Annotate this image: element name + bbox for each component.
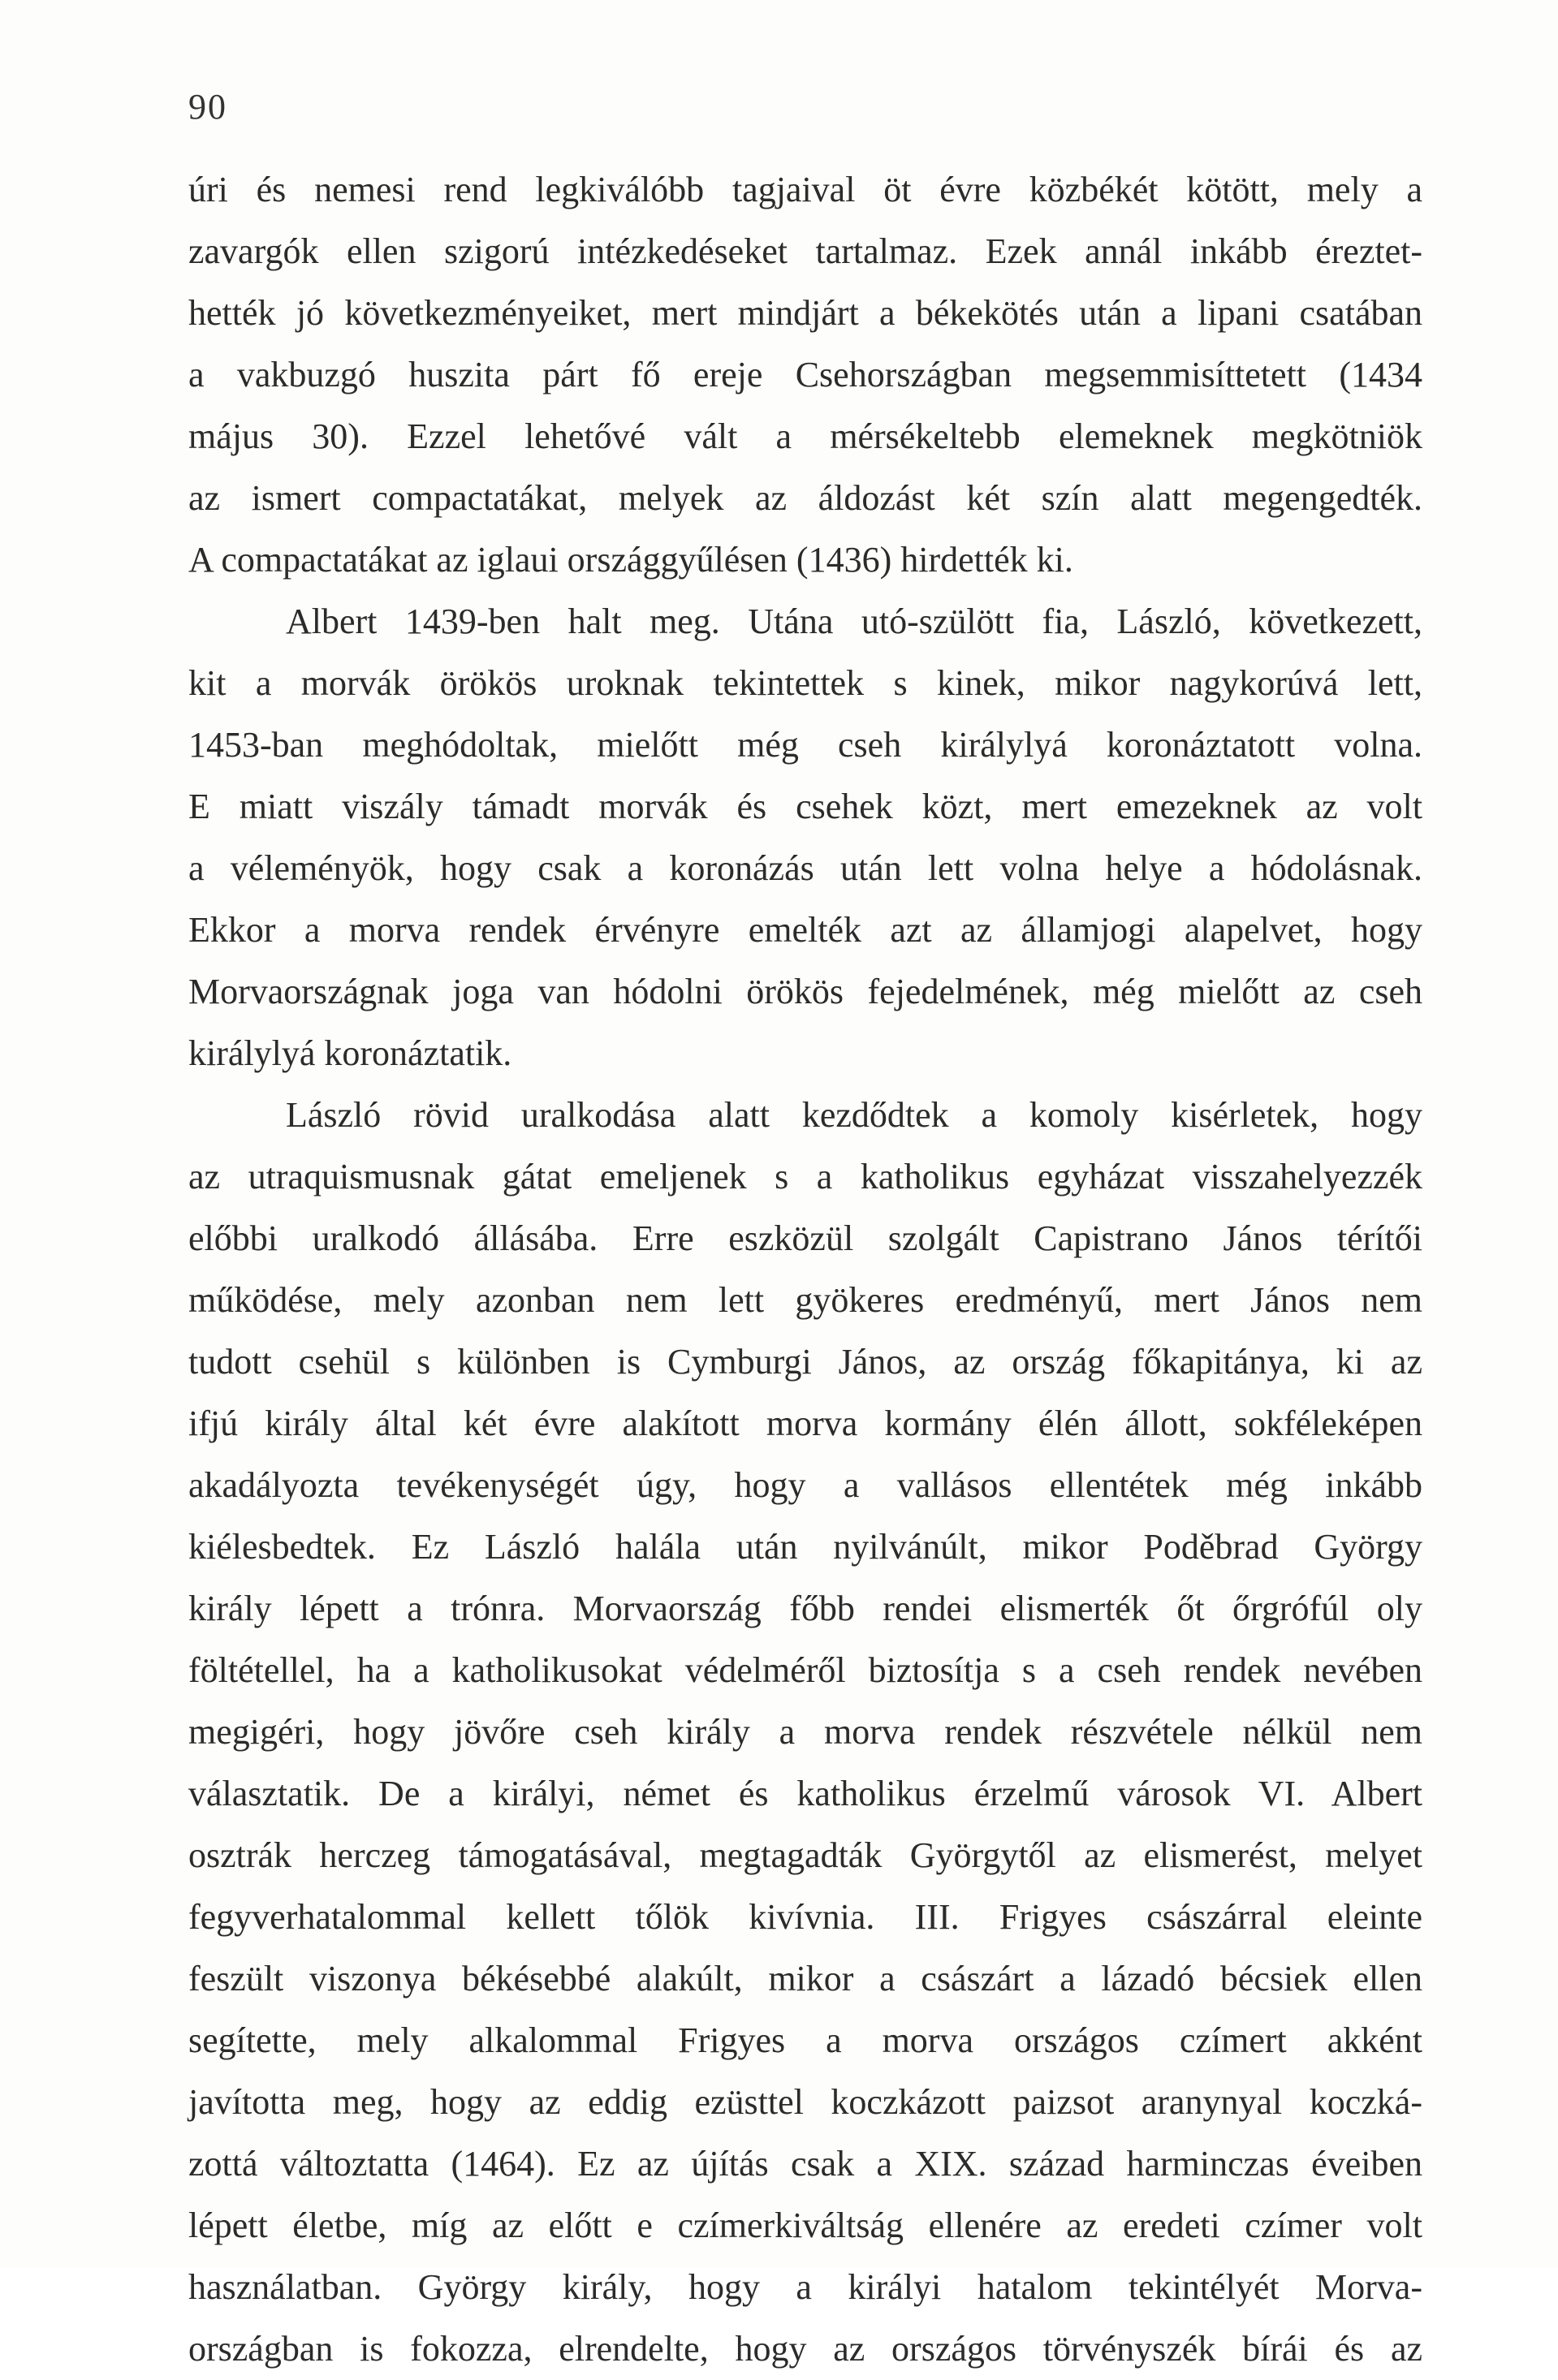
body-text: [188, 159, 1422, 2380]
text-line: fegyverhatalommal kellett tőlök kivívnia. III. Frigyes császárral eleinte: [188, 1897, 1422, 1937]
text-line: zavargók ellen szigorú intézkedéseket tartalmaz. Ezek annál inkább éreztet-: [188, 231, 1422, 271]
text-line: zottá változtatta (1464). Ez az újítás csak a XIX. század harminczas éveiben: [188, 2144, 1422, 2184]
text-line: használatban. György király, hogy a királyi hatalom tekintélyét Morva-: [188, 2267, 1422, 2307]
text-line: országban is fokozza, elrendelte, hogy az országos törvényszék bírái és az: [188, 2329, 1422, 2369]
text-line: Morvaországnak joga van hódolni örökös fejedelmének, még mielőtt az cseh: [188, 972, 1422, 1011]
text-line: E miatt viszály támadt morvák és csehek közt, mert emezeknek az volt: [188, 787, 1422, 826]
text-line: A compactatákat az iglaui országgyűlésen (1436) hirdették ki.: [188, 540, 1073, 580]
text-line: választatik. De a királyi, német és katholikus érzelmű városok VI. Albert: [188, 1774, 1422, 1813]
text-line: kiélesbedtek. Ez László halála után nyilvánúlt, mikor Poděbrad György: [188, 1527, 1422, 1567]
text-line: a véleményök, hogy csak a koronázás után lett volna helye a hódolásnak.: [188, 848, 1422, 888]
text-line: osztrák herczeg támogatásával, megtagadták Györgytől az elismerést, melyet: [188, 1835, 1422, 1875]
text-line: lépett életbe, míg az előtt e czímerkiváltság ellenére az eredeti czímer volt: [188, 2205, 1422, 2245]
text-line: az utraquismusnak gátat emeljenek s a katholikus egyházat visszahelyezzék: [188, 1157, 1422, 1196]
text-line: akadályozta tevékenységét úgy, hogy a vallásos ellentétek még inkább: [188, 1465, 1422, 1505]
text-line: föltétellel, ha a katholikusokat védelméről biztosítja s a cseh rendek nevében: [188, 1650, 1422, 1690]
text-line: tudott csehül s különben is Cymburgi János, az ország főkapitánya, ki az: [188, 1342, 1422, 1382]
text-line: királylyá koronáztatik.: [188, 1033, 512, 1073]
text-line: kit a morvák örökös uroknak tekintettek s kinek, mikor nagykorúvá lett,: [188, 663, 1422, 703]
text-line: hették jó következményeiket, mert mindjárt a békekötés után a lipani csatában: [188, 293, 1422, 333]
text-line: a vakbuzgó huszita párt fő ereje Csehországban megsemmisíttetett (1434: [188, 355, 1422, 395]
text-line: segítette, mely alkalommal Frigyes a morva országos czímert akként: [188, 2020, 1422, 2060]
text-line: működése, mely azonban nem lett gyökeres eredményű, mert János nem: [188, 1280, 1422, 1320]
text-line: úri és nemesi rend legkiválóbb tagjaival öt évre közbékét kötött, mely a: [188, 170, 1422, 209]
text-line: az ismert compactatákat, melyek az áldozást két szín alatt megengedték.: [188, 478, 1422, 518]
text-line: feszült viszonya békésebbé alakúlt, mikor a császárt a lázadó bécsiek ellen: [188, 1959, 1422, 1998]
text-line: megigéri, hogy jövőre cseh király a morva rendek részvétele nélkül nem: [188, 1712, 1422, 1752]
text-line: László rövid uralkodása alatt kezdődtek a komoly kisérletek, hogy: [286, 1095, 1422, 1135]
text-line: ifjú király által két évre alakított morva kormány élén állott, sokféleképen: [188, 1403, 1422, 1443]
text-line: Albert 1439-ben halt meg. Utána utó-szülött fia, László, következett,: [286, 601, 1422, 641]
text-line: 1453-ban meghódoltak, mielőtt még cseh királylyá koronáztatott volna.: [188, 725, 1422, 765]
text-line: Ekkor a morva rendek érvényre emelték azt az államjogi alapelvet, hogy: [188, 910, 1422, 950]
text-line: király lépett a trónra. Morvaország főbb rendei elismerték őt őrgrófúl oly: [188, 1589, 1422, 1628]
text-line: javította meg, hogy az eddig ezüsttel koczkázott paizsot aranynyal koczká-: [188, 2082, 1422, 2122]
page-number: 90: [188, 87, 227, 127]
text-line: május 30). Ezzel lehetővé vált a mérsékeltebb elemeknek megkötniök: [188, 416, 1422, 456]
text-line: előbbi uralkodó állásába. Erre eszközül szolgált Capistrano János térítői: [188, 1218, 1422, 1258]
